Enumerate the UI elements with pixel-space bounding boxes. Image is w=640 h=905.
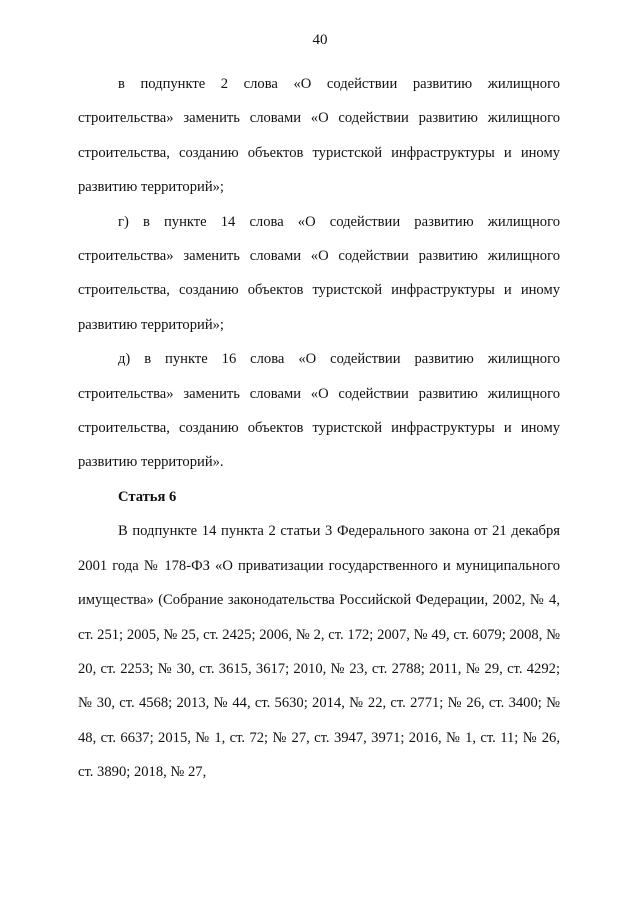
document-body xyxy=(78,67,560,790)
paragraph-point-14: г) в пункте 14 слова «О содействии развитию жилищного строительства» заменить словами «О содействии развитию жилищного строительства, созданию объектов туристской инфраструктуры и иному развитию территорий»; xyxy=(78,213,560,333)
paragraph-article-6: В подпункте 14 пункта 2 статьи 3 Федерального закона от 21 декабря 2001 года № 178-ФЗ «О приватизации государственного и муниципального имущества» (Собрание законодательства Российской Федерации, 2002, № 4, ст. 251; 2005, № 25, ст. 2425; 2006, № 2, ст. 172; 2007, № 49, ст. 6079; 2008, № 20, ст. 2253; № 30, ст. 3615, 3617; 2010, № 23, ст. 2788; 2011, № 29, ст. 4292; № 30, ст. 4568; 2013, № 44, ст. 5630; 2014, № 22, ст. 2771; № 26, ст. 3400; № 48, ст. 6637; 2015, № 1, ст. 72; № 27, ст. 3947, 3971; 2016, № 1, ст. 11; № 26, ст. 3890; 2018, № 27, xyxy=(78,523,560,781)
article-heading: Статья 6 xyxy=(118,488,177,505)
paragraph-point-16: д) в пункте 16 слова «О содействии развитию жилищного строительства» заменить словами «О содействии развитию жилищного строительства, созданию объектов туристской инфраструктуры и иному развитию территорий». xyxy=(78,351,560,471)
paragraph-subpoint-2: в подпункте 2 слова «О содействии развитию жилищного строительства» заменить словами «О содействии развитию жилищного строительства, созданию объектов туристской инфраструктуры и иному развитию территорий»; xyxy=(78,76,560,196)
page-number: 40 xyxy=(312,32,328,48)
